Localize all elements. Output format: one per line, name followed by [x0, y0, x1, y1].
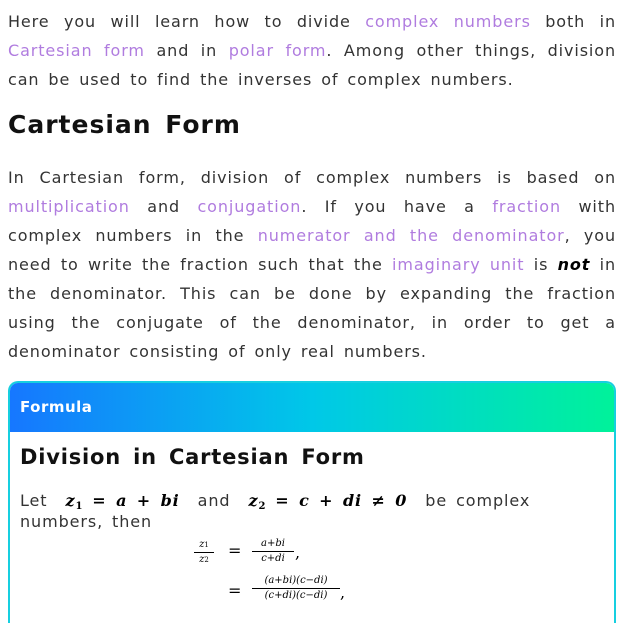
link-numerator-denominator[interactable]: numerator and the denominator	[257, 226, 565, 245]
link-conjugation[interactable]: conjugation	[197, 197, 302, 216]
intro-text: . Among other things, division can be used to find the inverses of complex numbers.	[8, 41, 616, 89]
formula-title: Division in Cartesian Form	[20, 445, 365, 469]
formula-header: Formula	[10, 383, 614, 432]
link-polar-form[interactable]: polar form	[228, 41, 327, 60]
then-text: be complex numbers, then	[20, 491, 531, 531]
section-text: and	[129, 197, 198, 216]
section-text: , you need to write the fraction such that the	[8, 226, 616, 274]
intro-text: both in	[530, 12, 617, 31]
section-text: in the denominator. This can be done by expanding the fraction using the conjugate of the denominator, in order to get a denominator consisting of only real numbers.	[8, 255, 616, 361]
z1-symbol: $z_1$	[65, 491, 84, 512]
comma: ,	[340, 583, 346, 602]
section-text: In Cartesian form, division of complex numbers is based on	[8, 168, 616, 187]
section-title: Cartesian Form	[8, 110, 241, 139]
equals-sign: =	[228, 541, 242, 560]
link-imaginary-unit[interactable]: imaginary unit	[392, 255, 525, 274]
link-complex-numbers[interactable]: complex numbers	[365, 12, 531, 31]
fraction-z1-over-z2: z1 z2	[194, 539, 214, 566]
formula-statement	[20, 491, 614, 531]
fraction-row2: (a+bi)(c−di) (c+di)(c−di)	[252, 575, 340, 602]
section-text: is	[524, 255, 558, 274]
link-fraction[interactable]: fraction	[492, 197, 561, 216]
and-text: and	[197, 491, 231, 510]
emphasis-not: not	[557, 255, 591, 274]
z2-definition: = c + di ≠ 0	[275, 491, 408, 510]
intro-text: Here you will learn how to divide	[8, 12, 366, 31]
comma: ,	[295, 543, 301, 562]
z2-symbol: $z_2$	[248, 491, 267, 512]
section-paragraph	[8, 163, 616, 366]
section-text: with complex numbers in the	[8, 197, 616, 245]
fraction-row1: a+bi c+di	[252, 538, 294, 565]
section-text: . If you have a	[301, 197, 493, 216]
let-text: Let	[20, 491, 48, 510]
z1-definition: = a + bi	[92, 491, 180, 510]
link-multiplication[interactable]: multiplication	[8, 197, 130, 216]
formula-box	[8, 381, 616, 623]
intro-paragraph	[8, 7, 616, 94]
link-cartesian-form[interactable]: Cartesian form	[8, 41, 145, 60]
intro-text: and in	[144, 41, 229, 60]
equals-sign: =	[228, 581, 242, 600]
